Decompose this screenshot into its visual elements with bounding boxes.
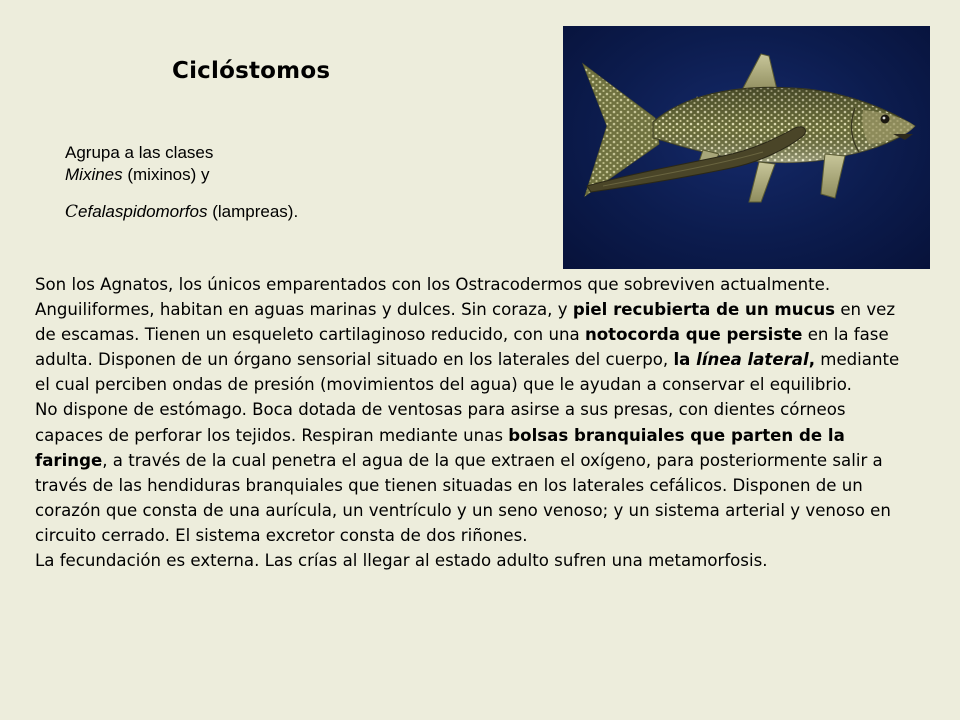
paragraph-reproduction: La fecundación es externa. Las crías al llegar al estado adulto sufren una metamorfosis. bbox=[35, 551, 768, 571]
intro-mixines-line bbox=[65, 164, 545, 186]
cefal-initial: C bbox=[65, 202, 79, 222]
mixines-desc: (mixinos) y bbox=[122, 165, 210, 184]
bold-term: bolsas branquiales que parten de la faringe bbox=[35, 425, 845, 470]
cefal-term: efalaspidomorfos bbox=[78, 202, 208, 221]
bold-comma: , bbox=[808, 350, 815, 370]
body-text bbox=[35, 272, 915, 573]
cefal-desc: (lampreas). bbox=[207, 202, 299, 221]
bold-term bbox=[673, 350, 815, 369]
text-span: mediante el cual perciben ondas de presión (movimientos del agua) que le ayudan a conservar el equilibrio. bbox=[35, 350, 900, 395]
text-span: en la fase adulta. Disponen de un órgano sensorial situado en los laterales del cuerpo, bbox=[35, 325, 889, 370]
bold-article: la bbox=[673, 350, 697, 370]
bold-term: piel recubierta de un mucus bbox=[572, 300, 836, 320]
paragraph-anatomy bbox=[35, 272, 915, 397]
text-span: , a través de la cual penetra el agua de la que extraen el oxígeno, para posteriormente salir a través de las hendiduras branquiales que tienen situadas en los laterales cefálicos. Disponen de un corazón que consta de una aurícula, un ventrículo y un seno venoso; y un sistema arterial y venoso en circuito cerrado. El sistema excretor consta de dos riñones. bbox=[35, 450, 891, 545]
text-span: en vez de escamas. Tienen un esqueleto cartilaginoso reducido, con una bbox=[35, 300, 896, 345]
bold-term: notocorda que persiste bbox=[584, 325, 803, 345]
paragraph-physiology bbox=[35, 397, 915, 548]
intro-cefal-line bbox=[65, 201, 545, 223]
italic-term: línea lateral bbox=[696, 350, 809, 370]
text-span: No dispone de estómago. Boca dotada de ventosas para asirse a sus presas, con dientes córneos capaces de perforar los tejidos. Respiran mediante unas bbox=[35, 400, 846, 445]
intro-line: Agrupa a las clases bbox=[65, 143, 214, 162]
text-span: Son los Agnatos, los únicos emparentados con los Ostracodermos que sobreviven actualmente. Anguiliformes, habitan en aguas marinas y dulces. Sin coraza, y bbox=[35, 275, 831, 320]
fish-illustration-icon bbox=[563, 26, 930, 269]
page-title: Ciclóstomos bbox=[172, 58, 331, 84]
intro-block bbox=[65, 142, 545, 223]
fish-with-lamprey-photo bbox=[563, 26, 930, 269]
mixines-term: Mixines bbox=[65, 165, 123, 184]
